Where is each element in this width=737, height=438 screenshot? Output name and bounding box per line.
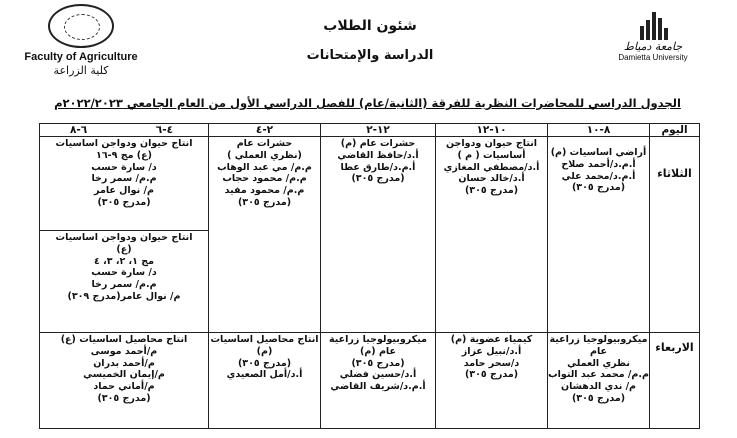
header-slot-2: ١٠-١٢: [436, 124, 548, 137]
cell-line: م.م/ محمود مفيد: [224, 185, 305, 197]
cell-line: أ.د/نبيل عزاز: [461, 345, 522, 357]
header-slot-1: ٨-١٠: [548, 124, 650, 137]
cell-line: أ.د/خالد حسان: [458, 173, 525, 185]
cell-line: (مدرج ٣٠٥): [351, 357, 405, 369]
cell-line: د/ سارة حسب: [91, 267, 157, 279]
cell-line: م.م/ محمد عبد التواب: [548, 369, 649, 381]
cell-line: (م): [256, 345, 273, 357]
cell-line: م.م/ سمر رخا: [91, 173, 157, 185]
office-title: شئون الطلاب: [323, 18, 417, 34]
cell-line: (مدرج ٣٠٥): [97, 392, 151, 404]
cell-line: أساسيات ( م ): [457, 149, 526, 161]
faculty-logo-block: [6, 4, 156, 77]
wednesday-slot-5: [40, 333, 209, 429]
wednesday-row: [40, 333, 700, 429]
tuesday-row: [40, 137, 700, 333]
cell-line: (مدرج ٣٠٥): [571, 182, 626, 194]
office-title-block: [255, 18, 485, 63]
cell-line: أ.د/مصطفي المغازي: [443, 161, 540, 173]
cell-line: ميكروبيولوجيا زراعية: [329, 334, 427, 345]
cell-line: انتاج محاصيل اساسيات (ع): [60, 334, 188, 345]
cell-line: (مدرج ٣٠٥): [464, 369, 519, 381]
cell-line: م/أحمد موسى: [90, 345, 158, 357]
cell-line: انتاج حيوان ودواجن اساسيات: [55, 138, 193, 149]
university-logo-block: [598, 10, 708, 62]
header-slot-4: ٢-٤: [209, 124, 321, 137]
header-slot-3: ١٢-٢: [321, 124, 436, 137]
cell-line: د/سحر حامد: [463, 357, 520, 369]
cell-line: م/ ندي الدهشان: [560, 381, 637, 393]
cell-line: أ.م.د/شريف القاضي: [330, 381, 426, 393]
cell-line: انتاج حيوان ودواجن: [445, 138, 538, 149]
cell-line: كيمياء عضوية (م): [450, 334, 533, 345]
cell-line: انتاج حيوان ودواجن اساسيات: [55, 232, 193, 243]
tuesday-slot-2: [436, 137, 548, 333]
cell-line: (مدرج ٣٠٥): [571, 392, 626, 404]
faculty-name-en: Faculty of Agriculture: [24, 51, 138, 63]
cell-line: م/أحمد بدران: [93, 357, 155, 369]
day-wednesday: الاربعاء: [650, 333, 700, 429]
cell-line: د/ سارة حسب: [91, 161, 157, 173]
cell-line: (مدرج ٣٠٥): [464, 185, 519, 197]
header-day: اليوم: [650, 124, 700, 137]
cell-line: أ.م.د/أحمد صلاح: [561, 158, 636, 170]
university-building-icon: [638, 10, 668, 40]
cell-line: أراضي اساسيات (م): [550, 147, 647, 158]
cell-line: (مدرج ٣٠٥): [351, 173, 405, 185]
cell-line: حشرات عام (م): [340, 138, 416, 149]
cell-line: أ.د/حسين فضلي: [339, 369, 417, 381]
page-header: [0, 0, 737, 92]
cell-line: نظري العملي: [567, 357, 630, 369]
tuesday-slot-4: [209, 137, 321, 333]
day-tuesday: الثلاثاء: [650, 137, 700, 333]
cell-line: م/ نوال عامر(مدرج ٣٠٩): [67, 290, 181, 302]
cell-line: مج ١، ٢، ٣، ٤: [93, 255, 155, 267]
faculty-seal-icon: [48, 4, 114, 48]
cell-line: م.م/ سمر رخا: [91, 279, 157, 291]
header-slot-6: ٦-٨: [70, 124, 88, 136]
tuesday-slot-5: [40, 137, 209, 333]
cell-line: م/إيمان الخميسي: [83, 369, 165, 381]
header-row: [40, 124, 700, 137]
header-slot-5-6: [40, 124, 209, 137]
cell-line: (نظري العملي ): [227, 149, 302, 161]
wednesday-slot-3: [321, 333, 436, 429]
cell-line: أ.د/أمل الصعيدي: [226, 369, 303, 381]
cell-line: (مدرج ٣٠٥): [237, 357, 292, 369]
cell-line: م/ نوال عامر: [94, 185, 154, 197]
cell-line: م/أماني حماد: [93, 381, 155, 393]
wednesday-slot-2: [436, 333, 548, 429]
cell-line: (مدرج ٣٠٥): [97, 196, 151, 208]
cell-line: (مدرج ٣٠٥): [237, 196, 292, 208]
cell-line: أ.م.د/محمد علي: [561, 170, 636, 182]
university-name-en: Damietta University: [618, 53, 688, 62]
cell-line: م.م/ مي عبد الوهاب: [217, 161, 312, 173]
cell-line: (ع) مج ٩-١٦: [96, 149, 152, 161]
cell-line: أ.د/حافظ القاضي: [337, 149, 419, 161]
university-name-ar: جامعة دمياط: [623, 40, 683, 53]
wednesday-slot-1: [548, 333, 650, 429]
cell-line: م.م/ محمود حجاب: [222, 173, 307, 185]
cell-line: انتاج محاصيل اساسيات: [210, 334, 319, 345]
tuesday-slot-5-split: [40, 230, 208, 303]
schedule-title: الجدول الدراسي للمحاضرات النظرية للفرقة (الثانية/عام) للفصل الدراسي الأول من العام الجامعي ٢٠٢٢/٢٠٢٣م: [54, 96, 681, 110]
cell-line: عام: [589, 345, 608, 357]
cell-line: ميكروبيولوجيا زراعية: [549, 334, 648, 345]
cell-line: (ع): [116, 243, 132, 255]
cell-line: أ.م.د/طارق عطا: [340, 161, 416, 173]
wednesday-slot-4: [209, 333, 321, 429]
header-slot-5: ٤-٦: [155, 124, 173, 136]
faculty-name-ar: كلية الزراعة: [53, 64, 109, 77]
cell-line: عام (م): [360, 345, 396, 357]
schedule-table: [39, 123, 700, 429]
cell-line: حشرات عام: [236, 138, 293, 149]
tuesday-slot-3: [321, 137, 436, 333]
office-subtitle: الدراسة والإمتحانات: [306, 48, 434, 63]
tuesday-slot-1: [548, 137, 650, 333]
